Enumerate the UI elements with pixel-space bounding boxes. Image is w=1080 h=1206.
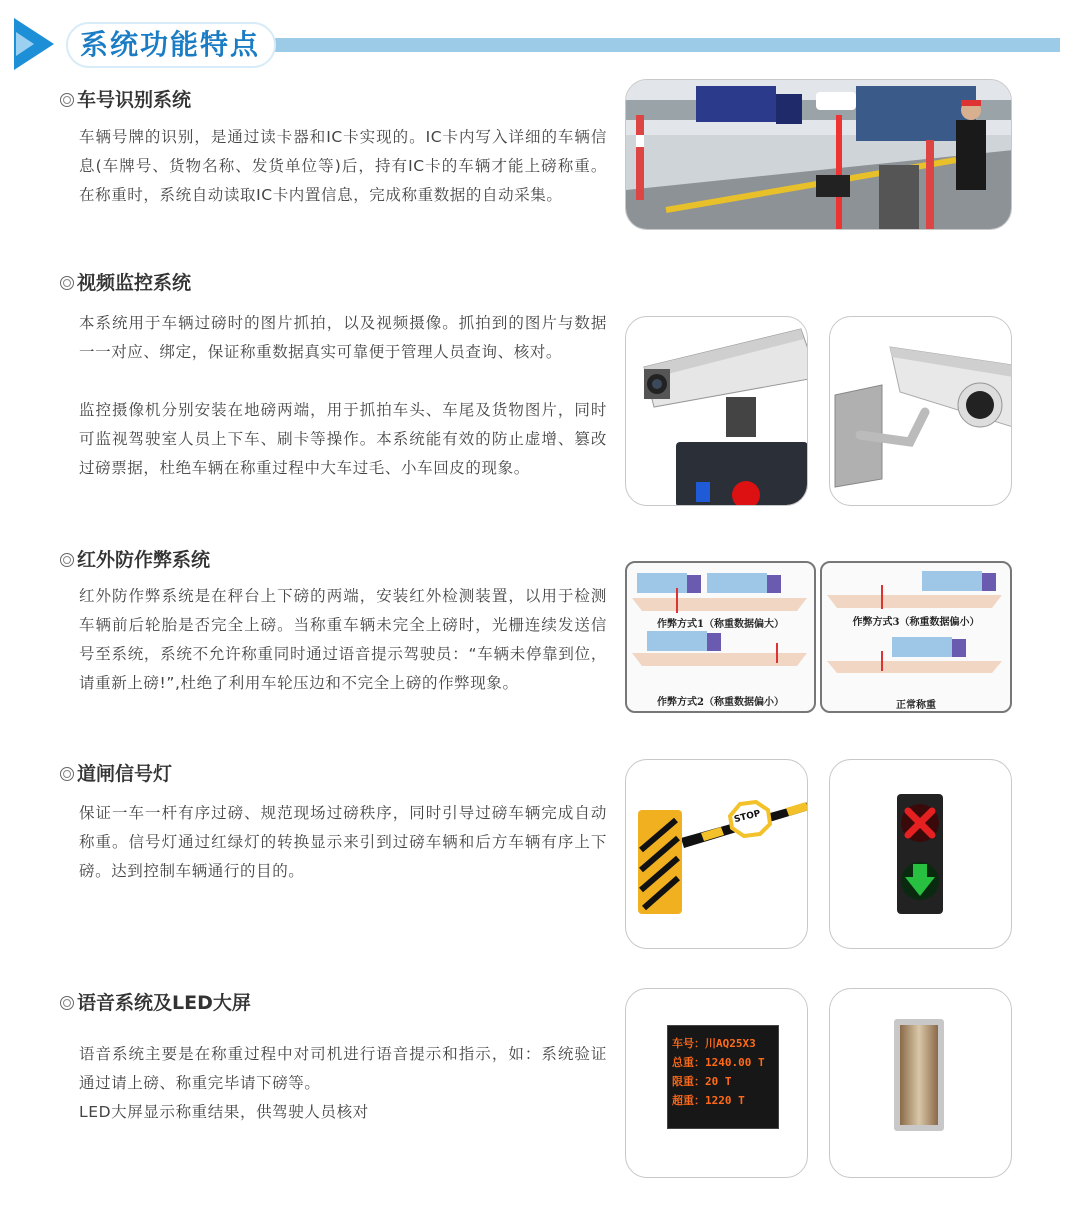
- section-title-video-monitor: [60, 271, 191, 295]
- diagram-label: 作弊方式2（称重数据偏小）: [657, 697, 784, 708]
- section-title-barrier-signal: [60, 762, 172, 786]
- section-paragraph: LED大屏显示称重结果，供驾驶人员核对: [79, 1103, 369, 1121]
- cheat-diagram-right: [820, 561, 1012, 713]
- page-title: 系统功能特点: [80, 28, 261, 61]
- section-title-text: 红外防作弊系统: [77, 549, 211, 571]
- speaker-card: [829, 988, 1012, 1178]
- circle-bullet-icon: [60, 553, 74, 567]
- header-bar: [270, 38, 1060, 52]
- diagram-label: 正常称重: [896, 700, 936, 711]
- diagram-label: 作弊方式1（称重数据偏大）: [657, 619, 784, 630]
- section-title-text: 语音系统及LED大屏: [77, 992, 251, 1014]
- led-screen: [667, 1025, 779, 1129]
- section-title-text: 道闸信号灯: [77, 763, 173, 785]
- traffic-signal-icon: [830, 760, 1012, 949]
- circle-bullet-icon: [60, 767, 74, 781]
- diagram-label: 作弊方式3（称重数据偏小）: [852, 617, 980, 628]
- camera-with-led-icon: [626, 317, 808, 506]
- section-paragraph: 本系统用于车辆过磅时的图片抓拍，以及视频摄像。抓拍到的图片与数据一一对应、绑定，保证称重数据真实可靠便于管理人员查询、核对。: [79, 314, 607, 361]
- section-title-text: 视频监控系统: [77, 272, 192, 294]
- cheat-diagram-left: [625, 561, 816, 713]
- section-title-plate-recognition: [60, 88, 191, 112]
- led-line: 限重：20 T: [672, 1075, 732, 1088]
- circle-bullet-icon: [60, 276, 74, 290]
- header-arrow-inner-icon: [16, 32, 34, 56]
- signal-light-card: [829, 759, 1012, 949]
- barrier-gate-icon: [626, 760, 808, 949]
- circle-bullet-icon: [60, 93, 74, 107]
- section-paragraph: 保证一车一杆有序过磅、规范现场过磅秩序，同时引导过磅车辆完成自动称重。信号灯通过红绿灯的转换显示来引到过磅车辆和后方车辆有序上下磅。达到控制车辆通行的目的。: [79, 804, 607, 880]
- section-paragraph: 语音系统主要是在称重过程中对司机进行语音提示和指示，如：系统验证通过请上磅、称重完毕请下磅等。: [79, 1045, 607, 1092]
- circle-bullet-icon: [60, 996, 74, 1010]
- led-line: 超重：1220 T: [672, 1094, 745, 1107]
- weighbridge-scene-image: [626, 80, 1012, 230]
- led-line: 车号：川AQ25X3: [672, 1037, 756, 1050]
- wall-mount-camera-icon: [830, 317, 1012, 506]
- camera-image-card: [625, 316, 808, 506]
- column-speaker-icon: [830, 989, 1012, 1178]
- barrier-gate-card: [625, 759, 808, 949]
- section-title-infrared: [60, 548, 210, 572]
- led-line: 总重：1240.00 T: [672, 1056, 765, 1069]
- section-title-text: 车号识别系统: [77, 89, 192, 111]
- camera-wall-mount-card: [829, 316, 1012, 506]
- section-title-voice-led: [60, 991, 251, 1015]
- section-paragraph: 监控摄像机分别安装在地磅两端，用于抓拍车头、车尾及货物图片，同时可监视驾驶室人员上下车、刷卡等操作。本系统能有效的防止虚增、篡改过磅票据，杜绝车辆在称重过程中大车过毛、小车回皮的现象。: [79, 401, 607, 477]
- weighbridge-photo: [625, 79, 1012, 230]
- led-screen-card: [625, 988, 808, 1178]
- section-paragraph: 车辆号牌的识别，是通过读卡器和IC卡实现的。IC卡内写入详细的车辆信息(车牌号、货物名称、发货单位等)后，持有IC卡的车辆才能上磅称重。在称重时，系统自动读取IC卡内置信息，完成称重数据的自动采集。: [79, 128, 607, 204]
- section-paragraph: 红外防作弊系统是在秤台上下磅的两端，安装红外检测装置，以用于检测车辆前后轮胎是否完全上磅。当称重车辆未完全上磅时，光栅连续发送信号至系统，系统不允许称重同时通过语音提示驾驶员：“车辆未停靠到位，请重新上磅!”,杜绝了利用车轮压边和不完全上磅的作弊现象。: [79, 587, 607, 692]
- stop-sign-label: STOP: [733, 808, 762, 826]
